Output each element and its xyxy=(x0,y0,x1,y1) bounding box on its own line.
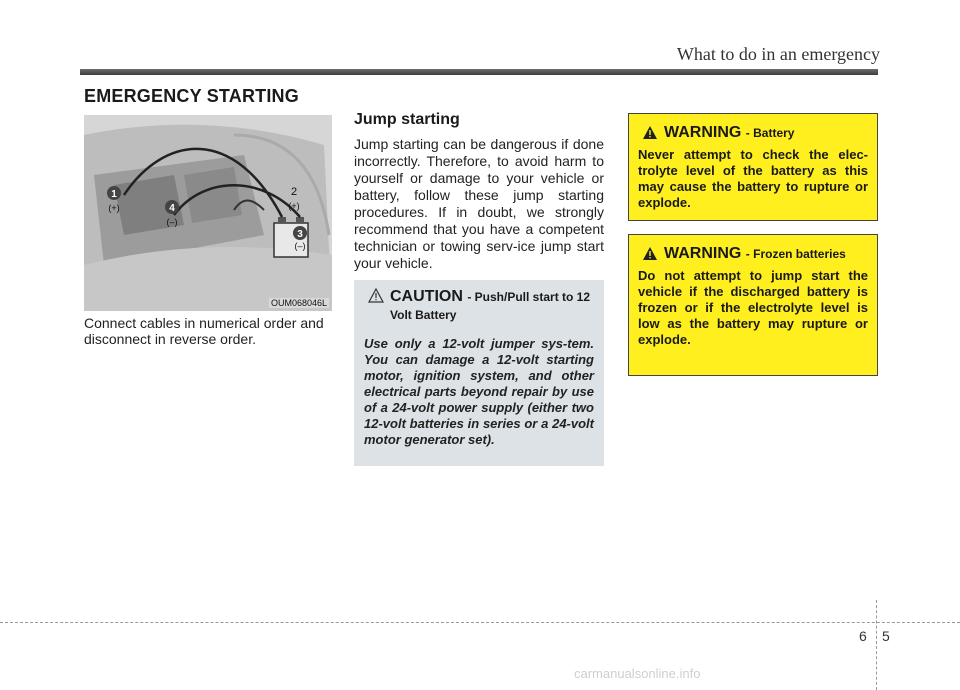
figure-code: OUM068046L xyxy=(270,298,327,308)
jump-starting-heading: Jump starting xyxy=(354,111,460,128)
warning-label: WARNING xyxy=(664,245,742,262)
svg-text:(–): (–) xyxy=(166,217,178,227)
warning-header xyxy=(638,124,868,142)
running-header: What to do in an emergency xyxy=(676,44,880,64)
header-rule xyxy=(80,69,878,75)
page-number: 5 xyxy=(882,628,890,644)
caution-text: Use only a 12-volt jumper sys-tem. You can damage a 12-volt starting motor, ignition system, and other electrical parts beyond repair by use of a 24-volt power supply (either two 12-volt batteries in series or a 24-volt motor generator set). xyxy=(364,336,594,447)
svg-text:(+): (+) xyxy=(288,201,300,211)
footer-dashed-line xyxy=(0,622,960,623)
warning-text: Do not attempt to jump start the vehicle if the discharged battery is frozen or if the electrolyte level is low as the battery may rupture or explode. xyxy=(638,268,868,347)
warning-header xyxy=(638,245,868,263)
jump-start-diagram xyxy=(84,115,332,311)
warning-subject: - Frozen batteries xyxy=(745,247,846,261)
caution-header xyxy=(364,288,594,324)
svg-text:(–): (–) xyxy=(294,241,306,251)
caution-triangle-icon xyxy=(368,288,384,303)
chapter-number: 6 xyxy=(859,628,867,644)
warning-triangle-icon xyxy=(642,246,658,261)
caution-box xyxy=(354,280,604,466)
warning-text: Never attempt to check the elec-trolyte level of the battery as this may cause the battery to rupture or explode. xyxy=(638,147,868,210)
svg-text:4: 4 xyxy=(169,203,175,214)
svg-text:1: 1 xyxy=(111,189,117,200)
footer-dashed-divider xyxy=(876,600,877,690)
warning-box-battery xyxy=(628,113,878,221)
engine-bay-illustration xyxy=(84,115,332,311)
warning-triangle-icon xyxy=(642,125,658,140)
warning-subject: - Battery xyxy=(745,126,795,140)
svg-text:2: 2 xyxy=(290,186,298,198)
caution-label: CAUTION xyxy=(390,288,463,305)
page-title: EMERGENCY STARTING xyxy=(84,86,299,106)
warning-label: WARNING xyxy=(664,124,742,141)
jump-starting-text: Jump starting can be dangerous if done incorrectly. Therefore, to avoid harm to yourself or damage to your vehicle or battery, follow these jump starting procedures. If in doubt, we strongly recommend that you have a competent technician or towing serv-ice jump start your vehicle. xyxy=(354,136,604,271)
svg-text:3: 3 xyxy=(297,229,303,240)
watermark: carmanualsonline.info xyxy=(574,666,701,681)
caution-subject: - Push/Pull start to 12 Volt Battery xyxy=(390,290,591,322)
warning-box-frozen xyxy=(628,234,878,376)
svg-text:(+): (+) xyxy=(108,203,120,213)
figure-caption: Connect cables in numerical order and disconnect in reverse order. xyxy=(84,315,324,347)
